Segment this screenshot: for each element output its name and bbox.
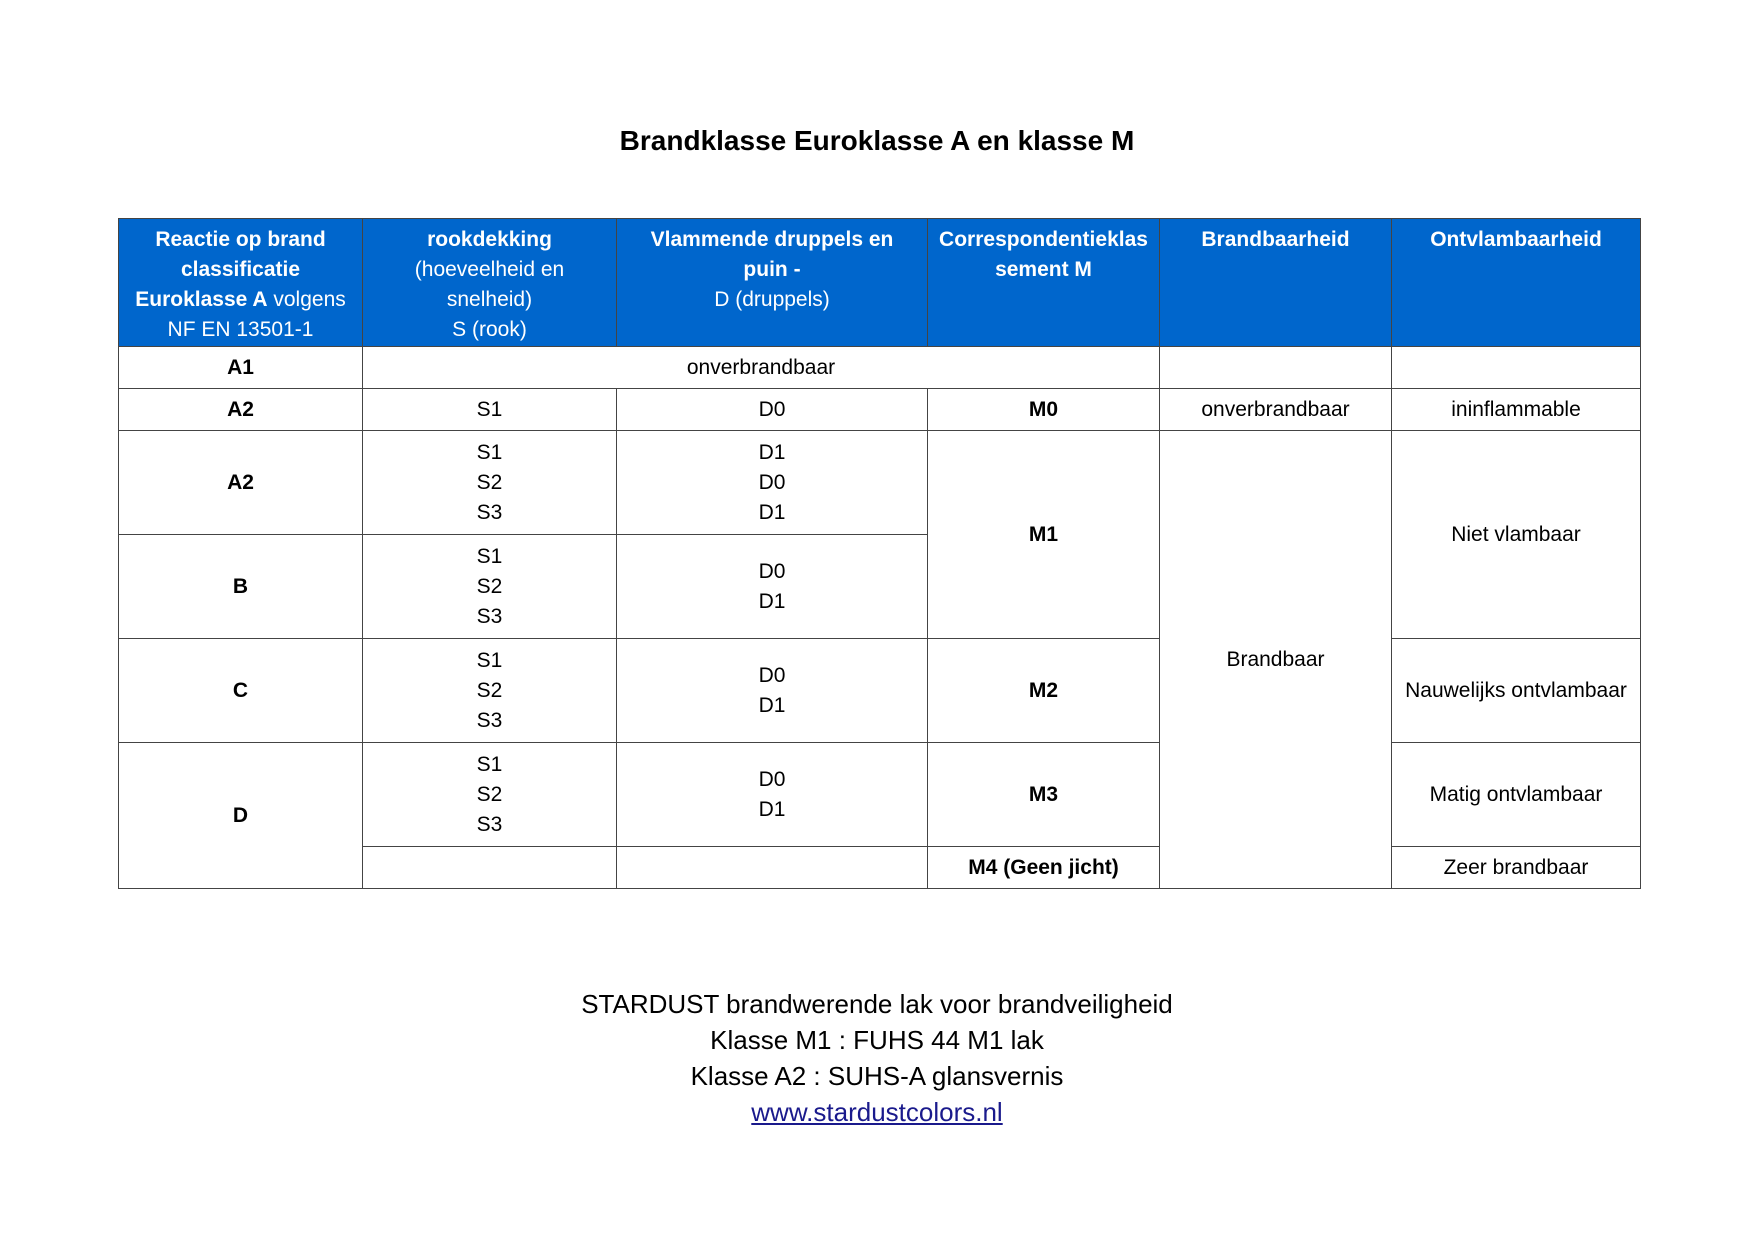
empty-cell xyxy=(1160,347,1392,389)
footer-line-3: Klasse A2 : SUHS-A glansvernis xyxy=(690,1061,1064,1091)
flammability-cell: Nauwelijks ontvlambaar xyxy=(1392,639,1641,743)
flammability-cell: Matig ontvlambaar xyxy=(1392,743,1641,847)
flammability-cell: ininflammable xyxy=(1392,389,1641,431)
flammability-cell: Zeer brandbaar xyxy=(1392,847,1641,889)
flammability-cell: Niet vlambaar xyxy=(1392,431,1641,639)
header-m-class: Correspondentieklas sement M xyxy=(928,219,1160,347)
table-row xyxy=(119,347,1641,389)
combustibility-cell: onverbrandbaar xyxy=(1160,389,1392,431)
class-cell: C xyxy=(119,639,363,743)
smoke-cell: S1 S2 S3 xyxy=(363,535,617,639)
m-class-cell: M1 xyxy=(928,431,1160,639)
merged-cell: onverbrandbaar xyxy=(363,347,1160,389)
header-smoke: rookdekking (hoeveelheid en snelheid) S (rook) xyxy=(363,219,617,347)
class-cell: B xyxy=(119,535,363,639)
header-flammability: Ontvlambaarheid xyxy=(1392,219,1641,347)
smoke-cell: S1 S2 S3 xyxy=(363,743,617,847)
empty-cell xyxy=(617,847,928,889)
combustibility-cell: Brandbaar xyxy=(1160,431,1392,889)
drops-cell: D0 xyxy=(617,389,928,431)
class-cell: D xyxy=(119,743,363,889)
empty-cell xyxy=(363,847,617,889)
table-row xyxy=(119,639,1641,743)
smoke-cell: S1 S2 S3 xyxy=(363,639,617,743)
m-class-cell: M2 xyxy=(928,639,1160,743)
smoke-cell: S1 xyxy=(363,389,617,431)
class-cell: A1 xyxy=(119,347,363,389)
footer xyxy=(0,986,1754,1130)
table-row xyxy=(119,431,1641,535)
table-header-row xyxy=(119,219,1641,347)
header-reaction-class: Reactie op brand classificatie Euroklasse A volgens NF EN 13501-1 xyxy=(119,219,363,347)
header-drops: Vlammende druppels en puin - D (druppels) xyxy=(617,219,928,347)
page-title: Brandklasse Euroklasse A en klasse M xyxy=(619,125,1135,156)
drops-cell: D0 D1 xyxy=(617,639,928,743)
m-class-cell: M0 xyxy=(928,389,1160,431)
m-class-cell: M3 xyxy=(928,743,1160,847)
drops-cell: D0 D1 xyxy=(617,743,928,847)
footer-line-1: STARDUST brandwerende lak voor brandveiligheid xyxy=(581,989,1173,1019)
drops-cell: D1 D0 D1 xyxy=(617,431,928,535)
header-combustibility: Brandbaarheid xyxy=(1160,219,1392,347)
class-cell: A2 xyxy=(119,389,363,431)
m-class-cell: M4 (Geen jicht) xyxy=(928,847,1160,889)
fire-class-table xyxy=(118,218,1641,889)
table-row xyxy=(119,743,1641,847)
class-cell: A2 xyxy=(119,431,363,535)
empty-cell xyxy=(1392,347,1641,389)
table-row xyxy=(119,389,1641,431)
website-link[interactable]: www.stardustcolors.nl xyxy=(751,1097,1003,1127)
smoke-cell: S1 S2 S3 xyxy=(363,431,617,535)
drops-cell: D0 D1 xyxy=(617,535,928,639)
footer-line-2: Klasse M1 : FUHS 44 M1 lak xyxy=(710,1025,1044,1055)
